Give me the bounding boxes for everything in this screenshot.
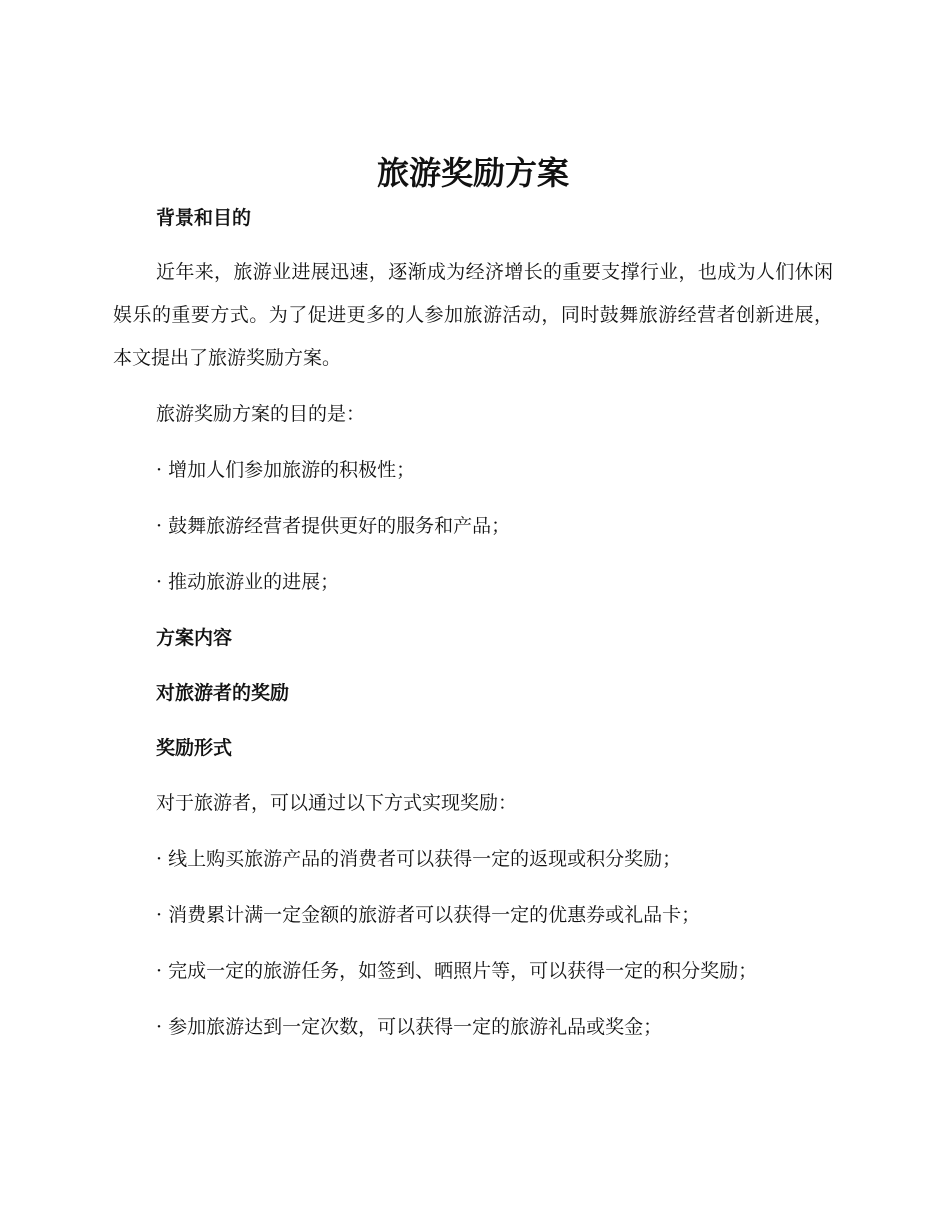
bullet-item: · 线上购买旅游产品的消费者可以获得一定的返现或积分奖励； (156, 848, 682, 870)
bullet-item: · 完成一定的旅游任务，如签到、晒照片等，可以获得一定的积分奖励； (156, 960, 758, 982)
subsubsection-heading: 奖励形式 (156, 737, 233, 759)
subsection-heading: 对旅游者的奖励 (156, 682, 290, 704)
paragraph-intro: 近年来，旅游业进展迅速，逐渐成为经济增长的重要支撑行业，也成为人们休闲娱乐的重要方式。为了促进更多的人参加旅游活动，同时鼓舞旅游经营者创新进展，本文提出了旅游奖励方案。 (113, 261, 833, 369)
bullet-item: · 消费累计满一定金额的旅游者可以获得一定的优惠券或礼品卡； (156, 904, 701, 926)
bullet-item: · 增加人们参加旅游的积极性； (156, 459, 416, 481)
section-background-purpose (113, 198, 833, 604)
document-body (113, 148, 833, 1062)
bullet-item: · 推动旅游业的进展； (156, 571, 340, 593)
bullet-item: · 鼓舞旅游经营者提供更好的服务和产品； (156, 515, 511, 537)
bullet-item: · 参加旅游达到一定次数，可以获得一定的旅游礼品或奖金； (156, 1016, 663, 1038)
paragraph-purpose-lead: 旅游奖励方案的目的是： (156, 403, 366, 425)
document-title: 旅游奖励方案 (376, 154, 569, 192)
section-heading: 方案内容 (156, 627, 233, 649)
section-heading: 背景和目的 (156, 207, 252, 229)
paragraph-reward-lead: 对于旅游者，可以通过以下方式实现奖励： (156, 792, 518, 814)
section-plan-content (113, 617, 833, 1049)
